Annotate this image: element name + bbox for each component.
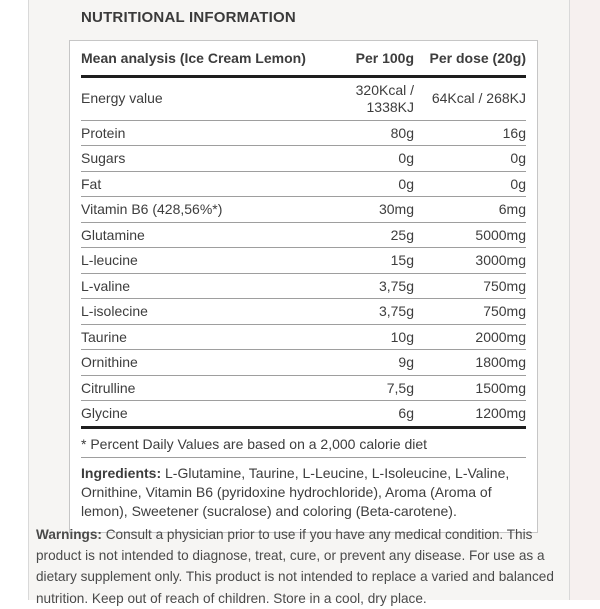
ingredients-paragraph [81, 458, 526, 533]
per-dose-value: 5000mg [475, 226, 526, 243]
per-100g-value: 10g [390, 328, 414, 345]
table-header-per-dose: Per dose (20g) [429, 50, 526, 66]
per-dose-value: 1500mg [475, 379, 526, 396]
per-dose-value: 750mg [483, 303, 526, 319]
table-row [81, 197, 526, 223]
per-dose-value: 3000mg [475, 252, 526, 268]
per-100g-value: 9g [398, 354, 414, 370]
per-100g-value: 7,5g [386, 379, 414, 396]
nutrient-name: L-leucine [81, 252, 138, 268]
content-frame [28, 0, 570, 606]
table-header-per-100g: Per 100g [355, 50, 414, 66]
nutrient-name: Fat [81, 175, 102, 192]
nutrient-name: L-isolecine [81, 303, 148, 319]
per-dose-value: 750mg [483, 277, 526, 294]
nutrient-name: L-valine [81, 277, 131, 294]
per-100g-value: 0g [398, 150, 414, 166]
table-row [81, 248, 526, 274]
per-dose-value: 64Kcal / 268KJ [431, 90, 526, 107]
per-100g-value: 80g [390, 124, 414, 141]
per-dose-value: 0g [510, 175, 526, 192]
warnings-label: Warnings: [36, 527, 102, 542]
per-100g-value: 3,75g [378, 277, 414, 294]
table-row [81, 78, 526, 121]
per-100g-value: 25g [390, 226, 414, 243]
per-100g-value: 3,75g [378, 303, 414, 319]
nutrition-facts-panel [69, 40, 538, 533]
table-row [81, 172, 526, 198]
table-row [81, 376, 526, 402]
ingredients-label: Ingredients: [81, 464, 162, 481]
nutrient-name: Protein [81, 124, 126, 141]
nutrient-name: Taurine [81, 328, 127, 345]
daily-values-footnote: * Percent Daily Values are based on a 2,000 calorie diet [81, 429, 526, 458]
per-100g-value: 30mg [378, 201, 414, 217]
table-header-analysis: Mean analysis (Ice Cream Lemon) [81, 50, 306, 66]
table-row [81, 146, 526, 172]
per-dose-value: 2000mg [475, 328, 526, 345]
warnings-paragraph [36, 524, 567, 609]
nutrient-name: Vitamin B6 (428,56%*) [81, 201, 223, 217]
per-dose-value: 1800mg [475, 354, 526, 370]
nutrient-name: Ornithine [81, 354, 138, 370]
per-100g-value: 15g [390, 252, 414, 268]
table-row [81, 121, 526, 147]
per-100g-value: 6g [398, 405, 414, 421]
table-body [81, 78, 526, 426]
table-row [81, 325, 526, 351]
table-row [81, 274, 526, 300]
page-title: NUTRITIONAL INFORMATION [81, 9, 296, 26]
nutrient-name: Sugars [81, 150, 126, 166]
nutrient-name: Glutamine [81, 226, 145, 243]
per-100g-value: 320Kcal / 1338KJ [355, 81, 414, 115]
table-row [81, 299, 526, 325]
ingredients-text: L-Glutamine, Taurine, L-Leucine, L-Isoleucine, L-Valine, Ornithine, Vitamin B6 (pyridoxine hydrochloride), Aroma (Aroma of lemon), Sweetener (sucralose) and coloring (Beta-carotene). [81, 464, 510, 520]
per-100g-value: 0g [398, 175, 414, 192]
nutrient-name: Energy value [81, 90, 163, 107]
table-row [81, 350, 526, 376]
nutrient-name: Glycine [81, 405, 128, 421]
table-header-row [81, 41, 526, 75]
warnings-text: Consult a physician prior to use if you have any medical condition. This product is not intended to diagnose, treat, cure, or prevent any disease. For use as a dietary supplement only. This product is not intended to replace a varied and balanced nutrition. Keep out of reach of children. Store in a cool, dry place. [36, 527, 554, 606]
nutrient-name: Citrulline [81, 379, 136, 396]
per-dose-value: 1200mg [475, 405, 526, 421]
per-dose-value: 0g [510, 150, 526, 166]
table-row [81, 401, 526, 426]
table-row [81, 223, 526, 249]
per-dose-value: 6mg [498, 201, 526, 217]
per-dose-value: 16g [502, 124, 526, 141]
page-right-margin [570, 0, 600, 600]
